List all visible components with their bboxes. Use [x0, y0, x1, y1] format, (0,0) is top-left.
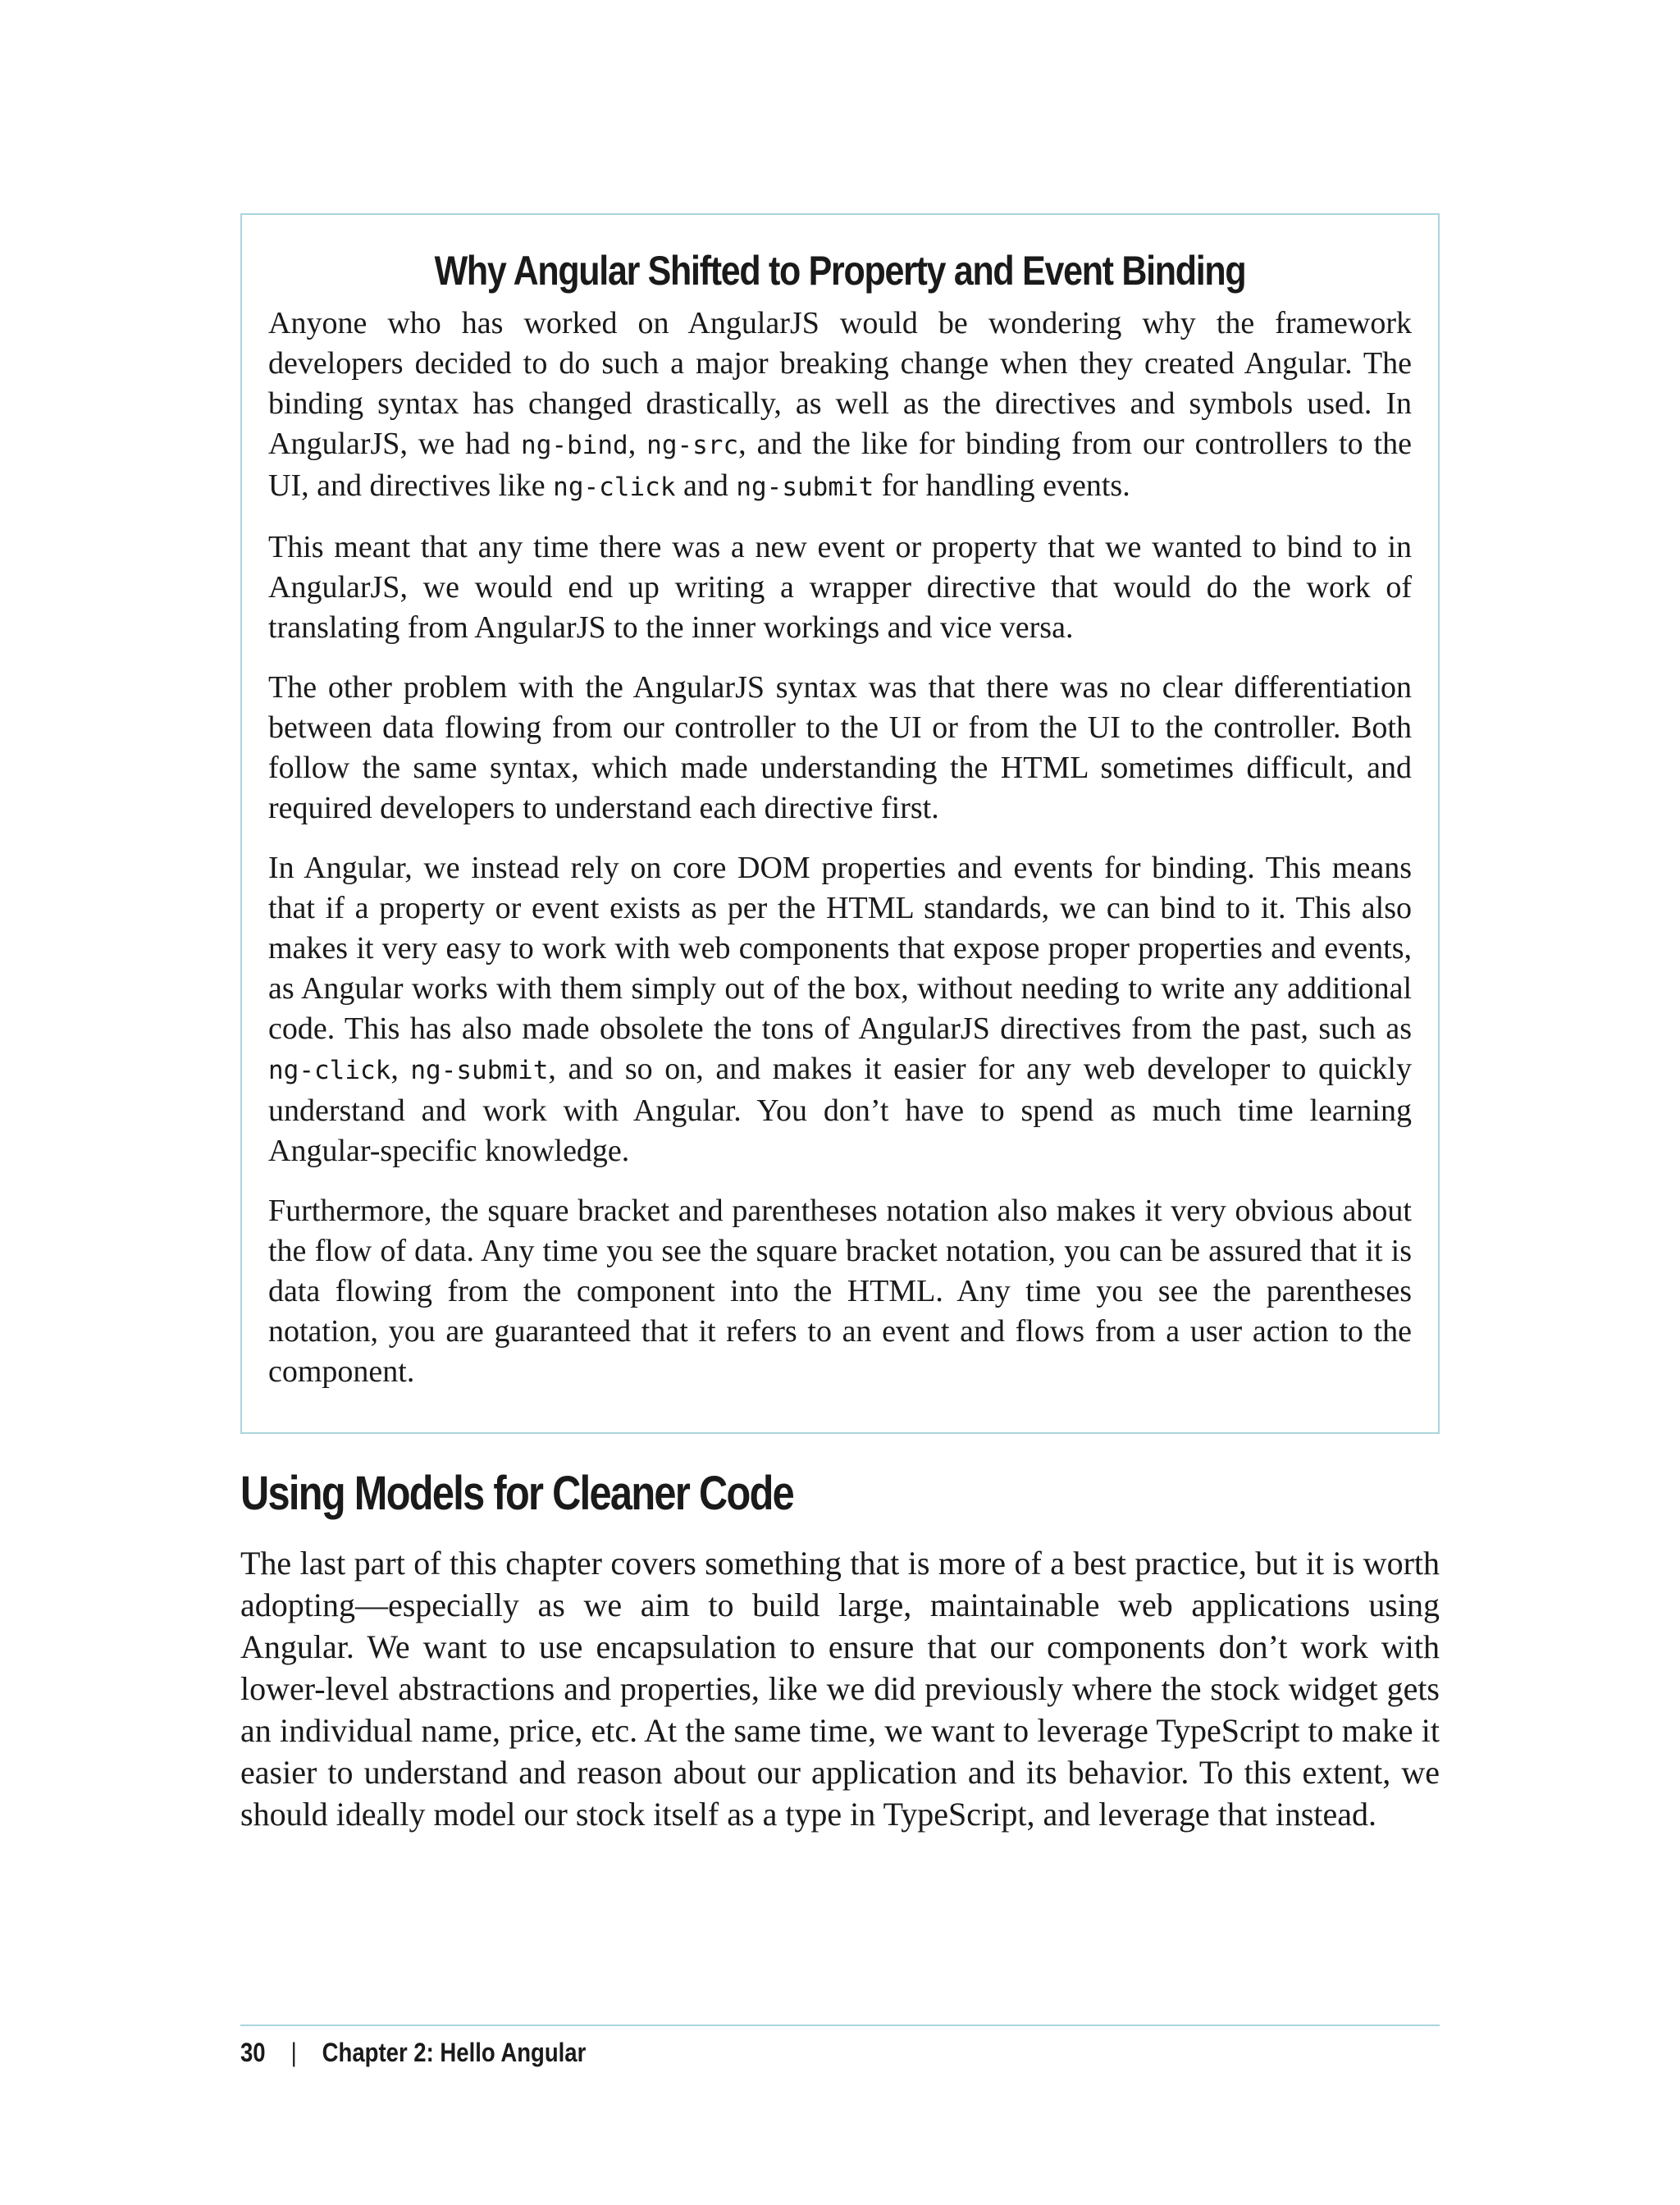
sidebar-paragraph-5: Furthermore, the square bracket and parentheses notation also makes it very obvious about the flow of data. Any time you see the square bracket notation, you can be assured that it is data flowing from the component into the HTML. Any time you see the parentheses notation, you are guaranteed that it refers to an event and flows from a user action to the component.	[268, 1193, 1412, 1389]
code-ng-submit: ng-submit	[410, 1055, 549, 1085]
sidebar-box	[240, 213, 1440, 1434]
sidebar-paragraph-1: Anyone who has worked on AngularJS would be wondering why the framework developers decided to do such a major breaking change when they created Angular. The binding syntax has changed drastically, as well as the directives and symbols used. In AngularJS, we had ng-bind, ng-src, and the like for binding from our controllers to the UI, and directives like ng-click and ng-submit for handling events.	[268, 305, 1413, 503]
sidebar-paragraph-4: In Angular, we instead rely on core DOM properties and events for binding. This means that if a property or event exists as per the HTML standards, we can bind to it. This also makes it very easy to work with web components that expose proper properties and events, as Angular works with them simply out of the box, without needing to write any additional code. This has also made obsolete the tons of AngularJS directives from the past, such as ng-click, ng-submit, and so on, and makes it easier for any web developer to quickly understand and work with Angular. You don’t have to spend as much time learning Angular-specific knowledge.	[268, 850, 1412, 1168]
sidebar-paragraph-3: The other problem with the AngularJS syntax was that there was no clear differentiation between data flowing from our controller to the UI or from the UI to the controller. Both follow the same syntax, which made understanding the HTML sometimes difficult, and required developers to understand each directive first.	[268, 669, 1412, 825]
section-heading: Using Models for Cleaner Code	[240, 1467, 794, 1520]
sidebar-title: Why Angular Shifted to Property and Event Binding	[434, 248, 1246, 294]
chapter-title: Chapter 2: Hello Angular	[322, 2038, 587, 2067]
page-footer	[240, 2038, 586, 2068]
footer-divider	[240, 2025, 1440, 2026]
footer-separator: |	[290, 2038, 297, 2067]
code-ng-src: ng-src	[646, 430, 739, 460]
code-ng-bind: ng-bind	[521, 430, 628, 460]
code-ng-click: ng-click	[553, 472, 676, 502]
section-body-paragraph: The last part of this chapter covers something that is more of a best practice, but it is worth adopting—especially as we aim to build large, maintainable web applications using Angular. We want to use encapsulation to ensure that our components don’t work with lower-level abstractions and properties, like we did previously where the stock widget gets an individual name, price, etc. At the same time, we want to leverage TypeScript to make it easier to understand and reason about our application and its behavior. To this extent, we should ideally model our stock itself as a type in TypeScript, and leverage that instead.	[240, 1545, 1440, 1833]
code-ng-click: ng-click	[268, 1055, 391, 1085]
page-number: 30	[240, 2038, 266, 2067]
sidebar-paragraph-2: This meant that any time there was a new event or property that we wanted to bind to in AngularJS, we would end up writing a wrapper directive that would do the work of translating from AngularJS to the inner workings and vice versa.	[268, 529, 1412, 645]
code-ng-submit: ng-submit	[736, 472, 874, 502]
